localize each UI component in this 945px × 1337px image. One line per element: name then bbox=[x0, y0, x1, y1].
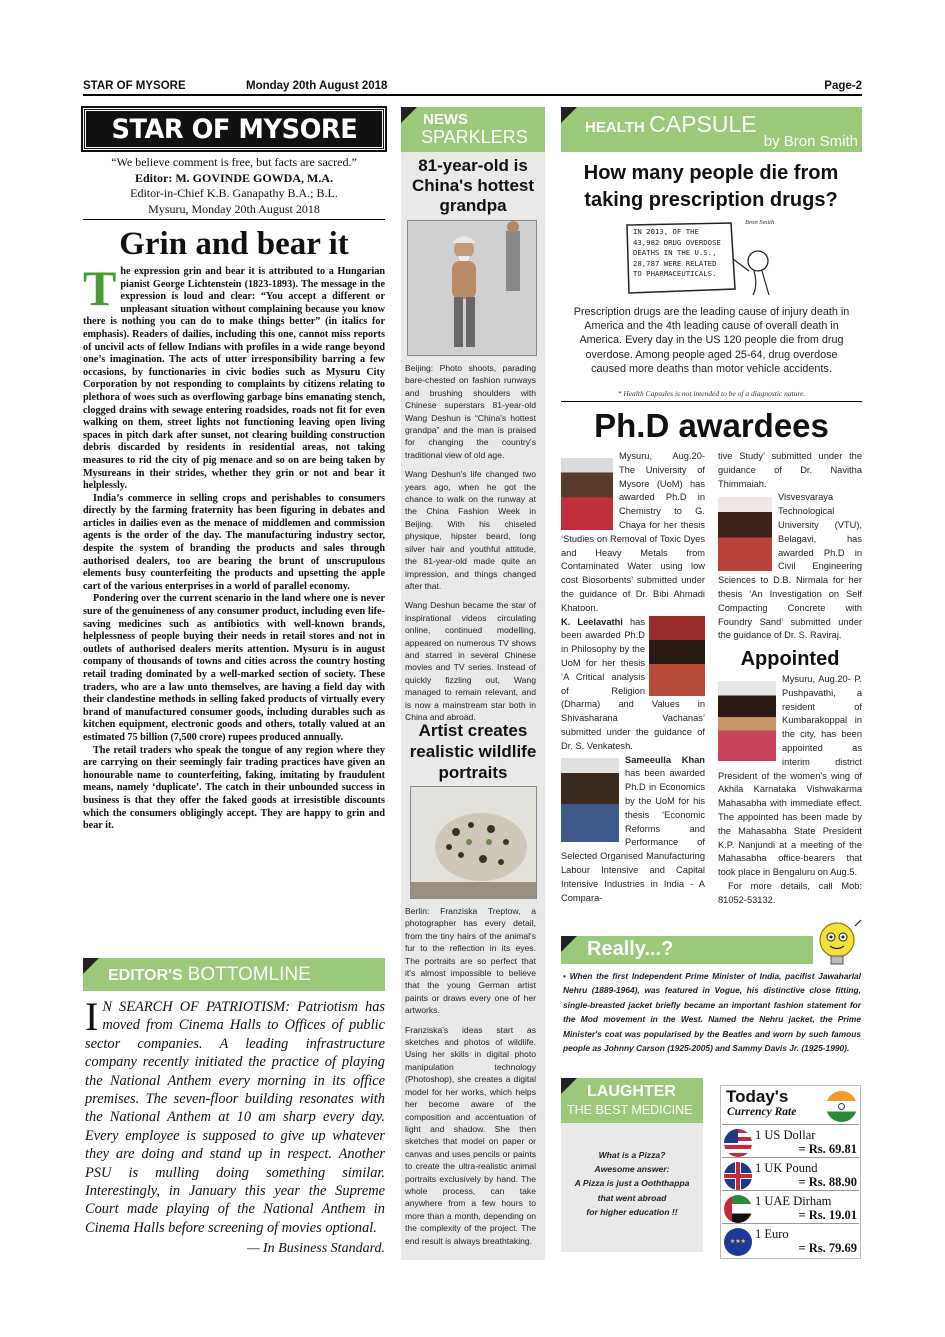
laughter-joke bbox=[561, 1148, 703, 1219]
really-body: When the first Independent Prime Minister of India, pacifist Jawaharlal Nehru (1889-1964), was featured in Vogue, his distinctive close fitting, single-breasted jacket briefly became an important fashion statement for the Mod movement in the West. Named the Nehru jacket, the Prime Minister's coat was popularised by the Beatles and worn by such famous people as Johnny Carson (1925-2005) and Sammy Davis Jr. (1925-1990). bbox=[563, 971, 862, 1054]
appointed-contact: For more details, call Mob: 81052-53132. bbox=[718, 880, 862, 905]
phd-right-column bbox=[718, 450, 862, 643]
editorial-title: Grin and bear it bbox=[119, 226, 349, 262]
masthead-editor: Editor: M. GOVINDE GOWDA, M.A. bbox=[135, 170, 333, 185]
laughter-banner bbox=[561, 1078, 703, 1123]
really-bullet-icon: • bbox=[563, 971, 566, 981]
masthead-logo-text: STAR OF MYSORE bbox=[111, 113, 357, 145]
currency-subtitle: Currency Rate bbox=[727, 1106, 797, 1118]
currency-name-gbp: 1 UK Pound bbox=[755, 1161, 818, 1175]
news-story1-headline: 81-year-old is China's hottest grandpa bbox=[411, 156, 535, 215]
banner-corner-flag bbox=[561, 1078, 577, 1094]
currency-name-aed: 1 UAE Dirham bbox=[755, 1194, 832, 1208]
news-banner bbox=[401, 107, 545, 152]
banner-corner-flag bbox=[561, 107, 577, 123]
bottomline-text: N SEARCH OF PATRIOTISM: Patriotism has moved from Cinema Halls to Offices of public sector companies. A leading infrastructure company recently initiated the practice of playing the National Anthem every morning in its office premises. The seven-floor building resonates with the National Anthem at 10 am sharp every day. Every employee is supposed to give up whatever they are doing and stand up in respect. Another PSU is mulling doing something similar. Interestingly, in January this year the Supreme Court made playing of the National Anthem in Cinema Halls before screening of movies optional. bbox=[85, 999, 385, 1236]
news-story2-headline: Artist creates realistic wildlife portraits bbox=[409, 721, 537, 782]
news-story1-p2: Wang Deshun's life changed two years ago, when he got the chance to walk on the runway at the China Fashion Week in Beijing. With his chiseled physique, hipster beard, long silver hair and youthful attitude, the 81-year-old made quite an impression, and things changed after that. bbox=[405, 469, 536, 591]
header-date: Monday 20th August 2018 bbox=[246, 80, 388, 92]
eu-flag-icon: ★★★ bbox=[724, 1228, 752, 1256]
lightbulb-mascot-icon bbox=[815, 918, 863, 970]
masthead-motto: “We believe comment is free, but facts are sacred.” bbox=[111, 155, 357, 169]
banner-corner-flag bbox=[83, 958, 99, 974]
india-flag-icon bbox=[826, 1091, 857, 1122]
phd-awardee-2: has been awarded Ph.D in Philosophy by the UoM for her thesis ‘A Critical analysis of Religion (Dharma) and Values in Shivasharana Vachanas’ submitted under the guidance of Dr. S. Venkatesh. bbox=[561, 616, 705, 751]
banner-corner-flag bbox=[561, 936, 577, 952]
laughter-question: What is a Pizza? bbox=[598, 1150, 666, 1160]
appointed-photo-pushpavathi bbox=[718, 681, 776, 761]
uae-flag-icon bbox=[724, 1195, 752, 1223]
editorial-dropcap: T bbox=[83, 260, 117, 316]
appointed-body bbox=[718, 673, 862, 908]
laughter-answer-2: A Pizza is just a Ooththappa bbox=[574, 1178, 690, 1189]
header-page-number: Page-2 bbox=[824, 80, 862, 92]
currency-name-eur: 1 Euro bbox=[755, 1227, 789, 1241]
phd-title: Ph.D awardees bbox=[594, 407, 829, 444]
bottomline-label-bold: EDITOR'S bbox=[108, 967, 183, 984]
currency-row-gbp bbox=[722, 1160, 859, 1191]
uk-flag-icon bbox=[724, 1162, 752, 1190]
phd-awardee-3-name: Sameeulla Khan bbox=[625, 754, 705, 765]
laughter-answer-4: for higher education !! bbox=[586, 1206, 678, 1217]
currency-title: Today's bbox=[726, 1087, 789, 1106]
news-label-bottom: SPARKLERS bbox=[421, 127, 528, 147]
masthead-logo bbox=[83, 108, 385, 150]
news-story2-p1: Berlin: Franziska Treptow, a photographer has every detail, from the tiny hairs of the animal's fur to the reflection in its eyes. The portraits are so perfect that it's almost impossible to believe that the young German artist paints or draws every one of her artworks. bbox=[405, 906, 536, 1016]
laughter-label-bottom: THE BEST MEDICINE bbox=[567, 1103, 693, 1117]
bottomline-dropcap: I bbox=[85, 994, 99, 1039]
health-banner bbox=[561, 107, 862, 152]
currency-row-eur bbox=[722, 1226, 859, 1257]
phd-photo-leelavathi bbox=[649, 616, 705, 696]
us-flag-icon bbox=[724, 1129, 752, 1157]
phd-awardee-4: Visvesvaraya Technological University (VTU), Belagavi, has awarded Ph.D in Civil Engineering Sciences to D.B. Nirmala for her thesis ‘An Investigation on Self Compacting Concrete with Foundry Sand’ submitted under the guidance of Dr. S. Raviraj. bbox=[718, 492, 862, 641]
health-rule bbox=[561, 401, 862, 402]
currency-value-eur: = Rs. 79.69 bbox=[798, 1241, 857, 1255]
really-text bbox=[563, 969, 861, 1055]
banner-corner-flag bbox=[401, 107, 417, 123]
phd-photo-nirmala bbox=[718, 497, 772, 571]
masthead-rule bbox=[83, 219, 385, 220]
currency-value-gbp: = Rs. 88.90 bbox=[798, 1175, 857, 1189]
masthead-place-date: Mysuru, Monday 20th August 2018 bbox=[148, 201, 320, 216]
phd-awardee-3-continued: tive Study’ submitted under the guidance of Dr. Navitha Thimmaiah. bbox=[718, 451, 862, 489]
phd-photo-sameeulla bbox=[561, 758, 619, 842]
editorial-paragraph-1: he expression grin and bear it is attributed to a Hungarian pianist George Lichtenstein (1823-1893). The message in the expression is loud and clear: “You accept a different or unpleasant situation without complaining because you know there is nothing you can do to make things better” (in italics for emphasis). Readers of dailies, including this one, cannot miss reports of uncivil acts of fellow Indians with profiles in a wide range beyond one’s imagination. The acts of utter irresponsibility barring a few occasions, by functionaries in civic bodies such as Mysuru City Corporation by not responding to complaints by citizens relating to plethora of woes such as overflowing garbage bins emanating stench, clogged drains with sewage entering roadsides, roads not fit for even walking on them, street lights not functioning leaving open living spaces in pitch dark after sunset, not clearing building construction debris discarded by residents in residential areas, not taking measures to rid the city of pig menace and so on are being taken by Mysureans in their strides, whether they grin or not and bear it helplessly. bbox=[83, 266, 385, 492]
health-disclaimer: * Health Capsules is not intended to be of a diagnostic nature. bbox=[617, 389, 806, 398]
bottomline-body bbox=[85, 994, 385, 1237]
news-story2-body bbox=[405, 905, 536, 1247]
bottomline-banner bbox=[83, 958, 385, 991]
editorial-body bbox=[83, 260, 385, 833]
phd-left-column bbox=[561, 450, 705, 905]
news-story1-p3: Wang Deshun became the star of inspirational videos circulating online, continued modelling, appeared on numerous TV shows and starred in several Chinese movies and TV series. Instead of quickly fizzling out, Wang managed to remain relevant, and is now a mainstream star both in China and abroad. bbox=[405, 600, 536, 722]
grandpa-runway-photo bbox=[407, 220, 537, 356]
health-cartoon bbox=[621, 219, 781, 299]
news-label-top: NEWS bbox=[423, 111, 468, 128]
leopard-icon bbox=[411, 787, 537, 899]
health-body: Prescription drugs are the leading cause of injury death in America and the 4th leading cause of overall death in America. Every day in the US 120 people die from drug overdose. Among people aged 25-64, drug overdose caused more deaths than motor vehicle accidents. bbox=[573, 306, 850, 375]
header-paper-name: STAR OF MYSORE bbox=[83, 80, 186, 92]
header-rule bbox=[83, 94, 862, 96]
phd-awardee-1: Mysuru, Aug.20- The University of Mysore (UoM) has awarded Ph.D in Chemistry to G. Chaya for her thesis ‘Studies on Removal of Toxic Dyes and Heavy Metals from Contaminated Water using low cost Biosorbents’ submitted under the guidance of Dr. Bibi Ahmadi Khatoon. bbox=[561, 451, 705, 613]
health-headline: How many people die from taking prescription drugs? bbox=[583, 162, 839, 211]
really-mascot bbox=[815, 918, 863, 970]
leopard-portrait-photo bbox=[410, 786, 537, 899]
masthead-editor-in-chief: Editor-in-Chief K.B. Ganapathy B.A.; B.L. bbox=[130, 186, 338, 200]
currency-name-usd: 1 US Dollar bbox=[755, 1128, 816, 1142]
health-cartoon-text: IN 2013, OF THE 43,982 DRUG OVERDOSE DEATHS IN THE U.S., 28,787 WERE RELATED TO PHARMACEUTICALS. bbox=[633, 227, 721, 279]
phd-awardee-2-name: K. Leelavathi bbox=[561, 616, 623, 627]
really-banner bbox=[561, 936, 813, 964]
currency-rule bbox=[722, 1124, 859, 1125]
bottomline-source: — In Business Standard. bbox=[247, 1241, 385, 1256]
health-cartoon-signature: Bron Smith bbox=[745, 219, 775, 226]
editorial-paragraph-4: The retail traders who speak the tongue of any region where they are carrying on their seemingly fair trading practices have given an honourable name to counterfeiting, faking, imitating by fraudulent means, namely ‘duplicate’. The catch in their unbounded success in business is that they offer the faked goods at irresistible discounts which the consumers obligingly accept. They are happy to grin and bear it. bbox=[83, 744, 385, 832]
health-label-bold: HEALTH bbox=[585, 119, 645, 136]
masthead-block bbox=[83, 155, 385, 217]
currency-row-aed bbox=[722, 1193, 859, 1224]
really-label: Really...? bbox=[587, 938, 674, 960]
phd-awardee-3: has been awarded Ph.D in Economics by the UoM for his thesis ‘Economic Reforms and Performance of Selected Organised Manufacturing Labour Intensive and Capital Intensive Industries in India - A Compara- bbox=[561, 768, 705, 903]
phd-photo-chaya bbox=[561, 458, 613, 530]
health-byline: by Bron Smith bbox=[763, 133, 858, 150]
laughter-label-top: LAUGHTER bbox=[587, 1083, 676, 1100]
news-story1-p1: Beijing: Photo shoots, parading bare-chested on fashion runways and brushing shoulders with Chinese superstars 81-year-old Wang Deshun is “China's hottest grandpa” and the man is praised for changing the country's traditional view of old age. bbox=[405, 363, 536, 460]
news-story2-p2: Franziska's ideas start as sketches and photos of wildlife. Using her skills in digital photo manipulation technology (Photoshop), she creates a digital model for her works, which helps her become aware of the composition and accentuation of light and shadow. She then sketches that model on paper or canvas and uses pencils or paints to create the ultra-realistic animal portraits exclusively by hand. The whole process, can take anywhere from a few hours to more than a month, depending on the complexity of the project. The end result is always breathtaking. bbox=[405, 1024, 536, 1246]
laughter-answer-1: Awesome answer: bbox=[594, 1164, 670, 1175]
news-story1-body bbox=[405, 362, 536, 723]
laughter-answer-3: that went abroad bbox=[597, 1192, 667, 1203]
currency-value-aed: = Rs. 19.01 bbox=[798, 1208, 857, 1222]
currency-value-usd: = Rs. 69.81 bbox=[798, 1142, 857, 1156]
appointed-title: Appointed bbox=[740, 648, 840, 670]
currency-row-usd bbox=[722, 1127, 859, 1158]
editorial-paragraph-3: Pondering over the current scenario in the land where one is never sure of the genuineness of any consumer product, including even life-saving medicines such as antibiotics with well-known brands, helplessness of people buying their needs in retail stores and not in outlets of authorised dealers merits attention. Mysuru is in august company of thousands of towns and cities across the country hosting retail trading dominated by a well-marked section of society. These traders, who are a law unto themselves, are having a field day with their clandestine methods in selling faked products of virtually every brand of manufactured consumer goods, including durables such as kitchen equipment, electronic goods and others, totally valued at an estimated 75 billion (7,500 crore) rupees produced annually. bbox=[83, 593, 385, 743]
appointed-text: Mysuru, Aug.20- P. Pushpavathi, a resident of Kumbarakoppal in the city, has been appointed as interim district President of the women's wing of Akhila Karnataka Vishwakarma Mahasabha with immediate effect. The appointed has been made by the Mahasabha State President K.P. Nanjundi at a meeting of the Mahasabha office-bearers that took place in Bengaluru on Aug.5. bbox=[718, 674, 862, 878]
editorial-paragraph-2: India’s commerce in selling crops and perishables to consumers directly by the farming fraternity has been figuring in debates and articles in dailies even as the menace of middlemen and commission agents is the order of the day. The manufacturing industry sector, despite the system of branding the products and sales through authorised dealers, too are bearing the brunt of unscrupulous elements busy counterfeiting the products and upsetting the apple cart of the various enterprises in a world of parallel economy. bbox=[83, 492, 385, 592]
grandpa-figure-icon bbox=[408, 221, 537, 356]
bottomline-label-light: BOTTOMLINE bbox=[187, 964, 311, 985]
health-label-light: CAPSULE bbox=[649, 111, 757, 137]
